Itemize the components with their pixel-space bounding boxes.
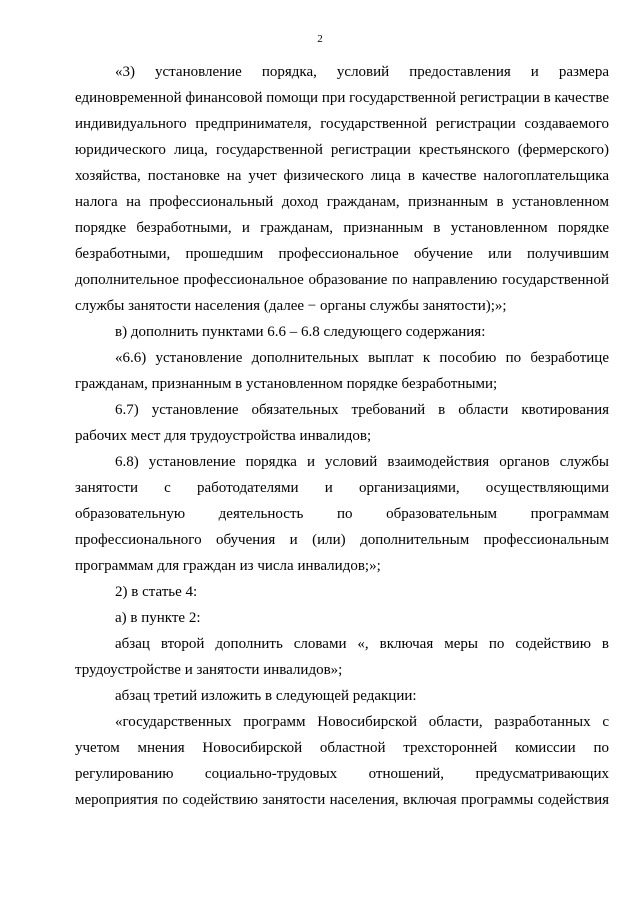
paragraph-clause-3: «3) установление порядка, условий предоставления и размера единовременной финансовой помощи при государственной регистрации в качестве индивидуального предпринимателя, государственной регистрации создаваемого юридического лица, государственной регистрации крестьянского (фермерского) хозяйства, постановке на учет физического лица в качестве налогоплательщика налога на профессиональный доход гражданам, признанным в установленном порядке безработными, и гражданам, признанным в установленном порядке безработными, прошедшим профессиональное обучение или получившим дополнительное профессиональное образование по направлению государственной службы занятости населения (далее − органы службы занятости);»; [75,64,609,314]
document-body [75,59,609,813]
paragraph-state-programs: «государственных программ Новосибирской области, разработанных с учетом мнения Новосибирской областной трехсторонней комиссии по регулированию социально-трудовых отношений, предусматривающих мероприятия по содействию занятости населения, включая программы содействия [75,714,609,808]
paragraph-item-2: а) в пункте 2: [115,610,201,626]
paragraph-third-abzac: абзац третий изложить в следующей редакции: [115,688,417,704]
paragraph-clause-6-7: 6.7) установление обязательных требований в области квотирования рабочих мест для трудоустройства инвалидов; [75,402,609,444]
paragraph-clause-6-6: «6.6) установление дополнительных выплат к пособию по безработице гражданам, признанным в установленном порядке безработными; [75,350,609,392]
page-number: 2 [317,33,323,45]
paragraph-second-abzac: абзац второй дополнить словами «, включая меры по содействию в трудоустройстве и занятости инвалидов»; [75,636,609,678]
paragraph-add-items: в) дополнить пунктами 6.6 – 6.8 следующего содержания: [115,324,486,340]
paragraph-article-4: 2) в статье 4: [115,584,198,600]
paragraph-clause-6-8: 6.8) установление порядка и условий взаимодействия органов службы занятости с работодателями и организациями, осуществляющими образовательную деятельность по образовательным программам профессионального обучения и (или) дополнительным профессиональным программам для граждан из числа инвалидов;»; [75,454,609,574]
